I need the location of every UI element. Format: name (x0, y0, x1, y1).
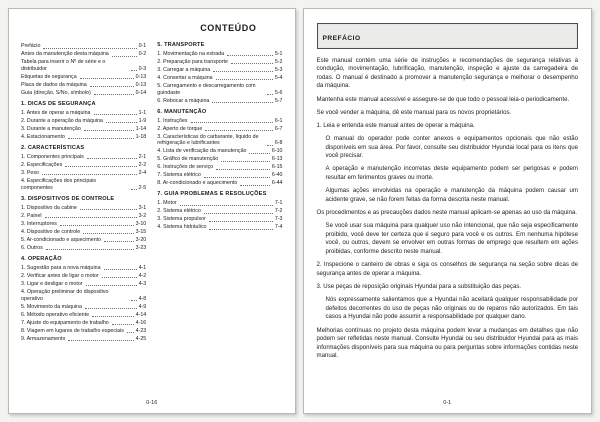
toc-entry (157, 59, 282, 66)
contents-page-number: 0-16 (146, 400, 158, 406)
toc-column-right (157, 42, 282, 344)
toc-entry (157, 208, 282, 215)
toc-leader-dots (249, 153, 269, 154)
toc-entry-page: 4-23 (135, 327, 147, 334)
toc-section-header: 5. TRANSPORTE (157, 42, 205, 48)
toc-entry-page: 5-1 (274, 50, 283, 57)
toc-entry-label: 4. Operação preliminar do dispositivo operativo (21, 288, 109, 302)
preface-paragraph: 2. Inspecione o canteiro de obras e siga os conselhos de segurança na seção sobre dicas de segurança antes de operar a máquina. (316, 261, 578, 277)
toc-section-header: 3. DISPOSITIVOS DE CONTROLE (21, 195, 115, 202)
toc-entry-label: 2. Sistema elétrico (157, 208, 201, 215)
toc-entry-page: 0-3 (138, 66, 147, 72)
toc-leader-dots (131, 300, 137, 301)
toc-leader-dots (221, 161, 270, 162)
toc-entry (21, 312, 146, 319)
toc-leader-dots (267, 145, 273, 146)
toc-entry (157, 51, 282, 58)
toc-entry-label: 1. Antes de operar a máquina (21, 110, 91, 117)
toc-entry-label: 2. Preparação para transporte (157, 58, 228, 65)
toc-leader-dots (227, 55, 273, 56)
preface-paragraph: 1. Leia e entenda este manual antes de operar a máquina. (316, 121, 475, 129)
toc-entry (21, 82, 146, 89)
toc-leader-dots (43, 48, 136, 49)
toc-entry-page: 5-4 (274, 74, 283, 81)
toc-entry-page: 0-14 (135, 90, 147, 96)
toc-entry-page: 4-2 (138, 272, 147, 279)
toc-entry-page: 0-13 (135, 74, 147, 80)
toc-leader-dots (209, 221, 273, 222)
toc-leader-dots (204, 213, 273, 214)
toc-leader-dots (240, 185, 270, 186)
toc-entry-label: 3. Carregar a máquina (157, 66, 211, 73)
toc-leader-dots (60, 225, 134, 226)
toc-entry-label: 1. Sugestão para a nova máquina (21, 264, 101, 271)
toc-entry-label: 6. Método operativo eficiente (21, 311, 90, 318)
toc-entry-label: 5. Carregamento e descarregamento com guindaste (157, 82, 256, 96)
toc-entry-page: 2-4 (138, 170, 147, 177)
toc-entry-page: 6-15 (271, 164, 283, 171)
toc-leader-dots (213, 71, 273, 72)
toc-entry-page: 7-4 (274, 224, 283, 231)
preface-title: PREFÁCIO (322, 35, 361, 42)
toc-entry (21, 328, 146, 335)
toc-entry (21, 245, 146, 252)
toc-entry-page: 6-7 (274, 125, 283, 132)
preface-paragraph: Se você usar sua máquina para qualquer uso não intencional, que não seja especificamente proibido, você deve ter certeza que é seguro para você e os outros. Em nenhuma hipótese você, ou outros, devem se envolver em outras formas de emprego que resultem em ações proibidas, conforme descrito neste manual. (325, 222, 578, 256)
toc-entry-label: 1. Dispositivo da cabine (21, 204, 77, 211)
toc-entry-label: Placa de dados da máquina (21, 82, 87, 88)
toc-entry (21, 43, 146, 50)
toc-entry-label: 1. Motor (157, 200, 177, 207)
toc-entry (157, 216, 282, 223)
toc-entry-label: 6. Instruções de serviço (157, 164, 214, 171)
toc-entry (157, 224, 282, 231)
toc-entry-label: 2. Aperto de torque (157, 125, 203, 132)
toc-leader-dots (131, 189, 137, 190)
contents-title: CONTEÚDO (200, 23, 257, 33)
toc-entry-label: 3. Características do carburante, líquido de refrigeração e lubrificantes (157, 133, 259, 147)
toc-entry-page: 6-44 (271, 180, 283, 187)
preface-paragraph: Algumas ações envolvidas na operação e manutenção da máquina podem causar um acidente grave, se não forem feitas da forma descrita neste manual. (325, 187, 578, 203)
preface-body (317, 57, 579, 362)
toc-entry (21, 59, 146, 72)
toc-entry (21, 170, 146, 177)
toc-entry-page: 0-1 (138, 43, 147, 50)
toc-leader-dots (65, 166, 136, 167)
contents-page (8, 8, 296, 414)
toc-entry-page: 7-3 (274, 216, 283, 223)
toc-entry-label: 9. Armazenamento (21, 335, 66, 342)
toc-leader-dots (191, 122, 273, 123)
toc-leader-dots (205, 130, 273, 131)
toc-entry-label: 5. Movimento da máquina (21, 303, 82, 310)
preface-paragraph: Se você vender a máquina, dê este manual para os novos proprietários. (316, 108, 512, 116)
preface-heading-box (317, 23, 579, 49)
toc-leader-dots (80, 209, 137, 210)
toc-entry (21, 51, 146, 58)
toc-entry (157, 118, 282, 125)
toc-entry (157, 156, 282, 163)
toc-entry-label: 1. Componentes principais (21, 154, 84, 161)
toc-entry-label: 4. Especificações dos principais componentes (21, 178, 97, 191)
toc-section-header: 1. DICAS DE SEGURANÇA (21, 101, 96, 108)
toc-entry-label: 3. Ligar e desligar o motor (21, 280, 83, 287)
toc-column-left (21, 42, 146, 344)
toc-leader-dots (68, 138, 134, 139)
toc-leader-dots (204, 177, 270, 178)
toc-leader-dots (212, 102, 272, 103)
toc-leader-dots (86, 285, 137, 286)
toc-entry-page: 4-3 (138, 280, 147, 287)
toc-entry (157, 172, 282, 179)
toc-entry (21, 273, 146, 280)
toc-leader-dots (104, 269, 137, 270)
toc-entry-label: Antes da manutenção desta máquina (21, 51, 109, 58)
toc-leader-dots (42, 174, 137, 175)
toc-leader-dots (131, 70, 137, 71)
toc-entry (21, 213, 146, 220)
toc-entry-label: 6. Outros (21, 244, 43, 251)
toc-entry (21, 178, 146, 191)
toc-entry-page: 6-40 (271, 172, 283, 179)
preface-paragraph: Melhorias contínuas no projeto desta máquina podem levar a mudanças em detalhes que não podem ser refletidas neste manual. Consulte Hyundai ou seu distribuidor Hyundai para as mais informações disponíveis para sua máquina ou para perguntas sobre informações contidas neste manual. (316, 326, 578, 360)
preface-paragraph: Este manual contém uma série de instruções e recomendações de segurança relativas à condução, movimentação, lubrificação, manutenção, inspeção e ajuste da carregadeira de rodas. O manual é destinado a promover a manutenção segurança e melhorar o desempenho da máquina. (316, 56, 578, 90)
toc-entry (157, 83, 282, 96)
toc-entry-label: Guia (direção, S/No, símbolo) (21, 90, 91, 96)
toc-entry-page: 5-7 (274, 97, 283, 104)
toc-leader-dots (216, 169, 270, 170)
toc-entry-page: 1-14 (135, 126, 147, 133)
toc-entry-label: 1. Movimentação na estrada (157, 50, 225, 57)
toc-entry-label: Prefácio (21, 43, 41, 50)
toc-entry-page: 5-6 (274, 89, 283, 96)
toc-entry-label: 4. Sistema hidráulico (157, 224, 207, 231)
toc-entry-label: 3. Peso (21, 170, 39, 177)
toc-entry-label: 2. Durante a operação da máquina (21, 118, 103, 125)
toc-entry-page: 4-9 (138, 303, 147, 310)
toc-leader-dots (127, 332, 134, 333)
toc-entry (21, 221, 146, 228)
toc-section-header: 6. MANUTENÇÃO (157, 108, 207, 115)
toc-entry-label: 8. Viagem em lugares de trabalho especiais (21, 327, 124, 334)
preface-paragraph: Os procedimentos e as precauções dados neste manual aplicam-se apenas ao uso da máquina. (316, 208, 577, 216)
toc-entry-page: 4-16 (135, 319, 147, 326)
toc-leader-dots (83, 233, 133, 234)
toc-entry-label: 3. Sistema propulsor (157, 216, 206, 223)
toc-entry (21, 162, 146, 169)
toc-leader-dots (102, 277, 137, 278)
toc-entry (21, 154, 146, 161)
toc-entry-label: Tabela para inserir o Nº de série e o distribuidor (21, 59, 106, 72)
toc-entry-page: 6-10 (271, 148, 283, 155)
toc-entry (21, 237, 146, 244)
toc-leader-dots (80, 78, 134, 79)
toc-entry-label: 3. Durante a manutenção (21, 126, 81, 133)
toc-entry (21, 118, 146, 125)
toc-entry-page: 6-1 (274, 117, 283, 124)
toc-entry (157, 148, 282, 155)
toc-leader-dots (104, 241, 134, 242)
toc-leader-dots (267, 94, 273, 95)
toc-leader-dots (45, 217, 137, 218)
toc-entry-page: 2-2 (138, 162, 147, 169)
toc-entry-page: 4-25 (135, 335, 147, 342)
toc-leader-dots (94, 114, 137, 115)
toc-entry (157, 67, 282, 74)
toc-entry-page: 7-2 (274, 208, 283, 215)
toc-entry-page: 1-1 (138, 110, 147, 117)
toc-entry (21, 281, 146, 288)
toc-entry-page: 1-9 (138, 118, 147, 125)
toc-leader-dots (68, 340, 133, 341)
toc-entry-page: 4-8 (138, 295, 147, 302)
toc-entry (21, 265, 146, 272)
toc-entry-label: 4. Consertar a máquina (157, 74, 213, 81)
toc-entry-page: 3-2 (138, 212, 147, 219)
preface-paragraph: Mantenha este manual acessível e assegure-se de que todo o pessoal leia-o periodicamente. (316, 95, 570, 103)
toc-section-header: 4. OPERAÇÃO (21, 256, 62, 262)
toc-entry-page: 5-2 (274, 58, 283, 65)
toc-leader-dots (112, 324, 134, 325)
toc-entry-page: 7-1 (274, 200, 283, 207)
toc-section-header: 7. GUIA PROBLEMAS E RESOLUÇÕES (157, 191, 267, 198)
toc-entry (21, 229, 146, 236)
toc-leader-dots (92, 316, 134, 317)
preface-page (303, 8, 593, 414)
toc-entry-label: 7. Sistema elétrico (157, 172, 201, 179)
toc-entry-page: 3-23 (135, 244, 147, 251)
toc-entry (21, 205, 146, 212)
toc-leader-dots (84, 130, 134, 131)
toc-leader-dots (106, 122, 137, 123)
toc-entry-page: 0-13 (135, 82, 147, 88)
toc-entry-label: 7. Ajuste do equipamento de trabalho (21, 319, 109, 326)
toc-entry-page: 6-13 (271, 156, 283, 163)
toc-leader-dots (231, 63, 273, 64)
toc-entry-label: 2. Especificações (21, 162, 63, 169)
toc-entry-label: 3. Interruptores (21, 220, 57, 227)
toc-section-header: 2. CARACTERÍSTICAS (21, 145, 85, 152)
toc-leader-dots (94, 94, 134, 95)
toc-entry-page: 3-1 (138, 204, 147, 211)
toc-entry (21, 289, 146, 302)
toc-entry-label: 4. Dispositivo de controle (21, 228, 81, 235)
toc-entry (21, 110, 146, 117)
toc-entry (21, 336, 146, 343)
toc-leader-dots (180, 205, 273, 206)
toc-leader-dots (85, 308, 137, 309)
toc-entry (157, 134, 282, 147)
toc-entry (21, 134, 146, 141)
toc-entry-label: 4. Estacionamento (21, 134, 65, 141)
toc-entry-page: 4-14 (135, 311, 147, 318)
toc-columns (21, 42, 283, 344)
toc-entry (21, 304, 146, 311)
toc-entry (21, 320, 146, 327)
toc-entry (21, 90, 146, 97)
toc-entry (157, 164, 282, 171)
toc-entry-page: 4-1 (138, 264, 147, 271)
toc-leader-dots (209, 229, 272, 230)
toc-entry-label: 5. Ar-condicionado e aquecimento (21, 236, 102, 243)
preface-paragraph: A operação e manutenção incorretas deste equipamento podem ser perigosas e podem resultar em ferimentos graves ou morte. (325, 165, 578, 182)
toc-entry (157, 200, 282, 207)
toc-entry-page: 3-10 (135, 220, 147, 227)
toc-entry-label: Etiquetas de segurança (21, 74, 77, 80)
toc-entry-label: 4. Lista de verificação da manutenção (157, 148, 247, 155)
toc-entry-label: 1. Instruções (157, 117, 188, 124)
toc-entry-label: 6. Rebocar a máquina (157, 97, 210, 104)
toc-entry-page: 2-5 (138, 184, 147, 191)
toc-leader-dots (112, 56, 137, 57)
preface-paragraph: 3. Use peças de reposição originais Hyundai para a substituição das peças. (316, 282, 522, 290)
toc-entry-label: 8. Ar-condicionado e aquecimento (157, 180, 238, 187)
toc-entry-label: 2. Painel (21, 212, 42, 219)
toc-entry-page: 3-20 (135, 236, 147, 243)
toc-entry (157, 75, 282, 82)
toc-entry-page: 1-18 (135, 134, 147, 141)
toc-entry (21, 74, 146, 81)
toc-entry (157, 98, 282, 105)
toc-entry-page: 0-2 (138, 51, 147, 58)
toc-leader-dots (87, 158, 137, 159)
preface-page-number: 0-1 (443, 400, 452, 406)
preface-paragraph: Nós expressamente salientamos que a Hyundai não aceitará qualquer responsabilidade por defeitos decorrentes do uso de peças não originais ou de reparos não autorizados. Em tais casos a Hyundai não pode assumir a responsabilidade por qualquer dano. (325, 296, 578, 321)
preface-paragraph: O manual do operador pode conter anexos e equipamentos opcionais que não estão disponíveis em sua área. Por favor, consulte seu distribuidor Hyundai local para os itens que você precisar. (325, 134, 578, 160)
toc-entry-page: 5-3 (274, 66, 283, 73)
toc-entry-page: 6-8 (274, 140, 283, 147)
toc-entry (157, 180, 282, 187)
toc-leader-dots (46, 249, 134, 250)
toc-entry-page: 3-15 (135, 228, 147, 235)
toc-entry-label: 5. Gráfico de manutenção (157, 156, 219, 163)
toc-entry-label: 2. Verificar antes de ligar o motor (21, 272, 99, 279)
toc-leader-dots (90, 86, 134, 87)
toc-entry (157, 126, 282, 133)
toc-leader-dots (216, 79, 273, 80)
toc-entry (21, 126, 146, 133)
toc-entry-page: 2-1 (138, 154, 147, 161)
